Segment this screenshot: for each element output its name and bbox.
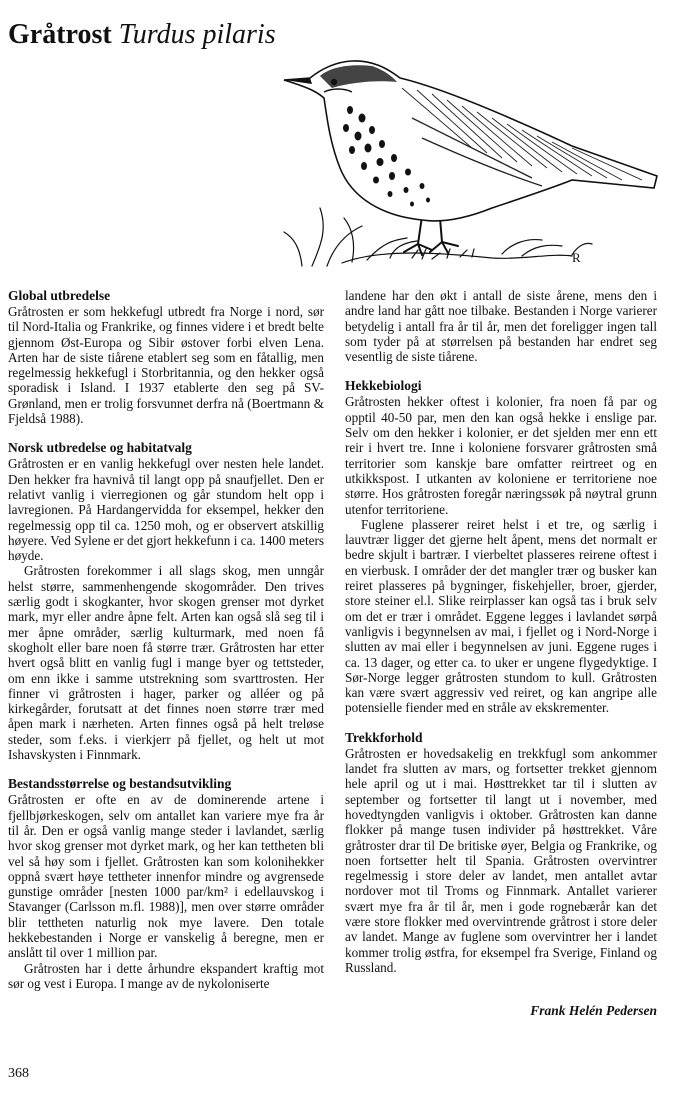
section-breeding-biology [345,378,657,715]
author-byline: Frank Helén Pedersen [530,1003,657,1018]
fieldfare-illustration [272,48,664,270]
paragraph: Gråtrosten hekker oftest i kolonier, fra noen få par og opptil 40-50 par, men den kan også hekke i enslige par. Selv om den hekker i kolonier, er det sjelden mer enn ett reir i hvert tre. Inne i koloniene forsvarer gråtrosten små territorier som kanskje bare omfatter reirtreet og en utkikkspost. I utkanten av koloniene er territoriene noe større. Hos gråtrosten foregår næringssøk på nøytral grunn utenfor territoriene. [345,394,657,517]
section-norwegian-distribution [8,440,324,762]
section-population-continued [345,288,657,364]
paragraph: Gråtrosten er hovedsakelig en trekkfugl som ankommer landet fra slutten av mars, og fortsetter trekket gjennom hele april og ut i mai. Høsttrekket tar til i slutten av september og fortsetter til langt ut i november, med hovedtyngden vanligvis i oktober. Gråtrosten kan danne flokker på mange tusen individer på høsttrekket. Våre gråtroster drar til De britiske øyer, Belgia og Frankrike, og noen fortsetter helt til Spania. Gråtrosten overvintrer regelmessig i store deler av landet, men antallet avtar nordover mot til Troms og Finnmark. Antallet varierer svært mye fra år til år, men i gode rognebærår kan det være store flokker med overvintrende gråtrost i store deler av landet. Mange av fuglene som overvintrer her i landet kommer trolig østfra, for eksempel fra Sverige, Finland og Russland. [345,745,657,975]
paragraph: Gråtrosten forekommer i all slags skog, men unngår helst større, sammenhengende skogområder. Den trives særlig godt i skogkanter, hvor skogen grenser mot dyrket mark, myr eller andre åpne felt. Arten kan også slå seg til i mer åpne områder, særlig kulturmark, med noen få skogholt eller bare noen få større trær. Gråtrosten har etter hvert også blitt en vanlig fugl i mange byer og tettsteder, om enn ikke i samme utstrekning som svarttrosten. Her finner vi gråtrosten i hager, parker og alléer og på kirkegårder, forutsatt at det finnes noen større trær med åpen mark i nærheten. Arten finnes også på helt treløse steder, som f.eks. i vierkjerr på fjellet, og helt ut mot Ishavskysten i Finnmark. [8,563,324,763]
paragraph: Gråtrosten er en vanlig hekkefugl over nesten hele landet. Den hekker fra havnivå til langt opp på snaufjellet. Den er relativt vanlig i vierregionen og går stundom helt opp i lavregionen. På Hardangervidda for eksempel, hekker den regelmessig opp til ca. 1250 moh, og er observert atskillig høyere. Ved Sylene er det gjort hekkefunn i ca. 1400 meters høyde. [8,456,324,564]
species-latin-name: Turdus pilaris [118,19,276,50]
section-heading: Trekkforhold [345,729,423,745]
paragraph: Fuglene plasserer reiret helst i et tre, og særlig i lauvtrær ligger det gjerne helt åpent, mens det normalt er bedre skjult i bartrær. I vierbeltet plasseres reirene oftest i en vierbusk. I områder der det mangler trær og busker kan reiret plasseres på bygninger, fiskehjeller, broer, gjerder, store steiner el.l. Slike reirplasser kan også tas i bruk selv om det er trær i området. Eggene legges i lavlandet sørpå vanligvis i begynnelsen av mai, i fjellet og i Nord-Norge i slutten av mai eller i begynnelsen av juni. Eggene ruges i ca. 13 dager, og etter ca. to uker er ungene flygedyktige. I Sør-Norge legger gråtrosten stundom to kull. Gråtrosten kan være svært aggressiv ved reiret, og kan angripe alle potensielle fiender med en stråle av ekskrementer. [345,516,657,716]
section-heading: Hekkebiologi [345,378,422,394]
paragraph: Gråtrosten har i dette århundre ekspandert kraftig mot sør og vest i Europa. I mange av de nykoloniserte [8,960,324,991]
section-heading: Bestandsstørrelse og bestandsutvikling [8,776,232,792]
right-column [345,288,657,989]
section-heading: Norsk utbredelse og habitatvalg [8,440,192,456]
section-heading: Global utbredelse [8,288,111,303]
species-common-name: Gråtrost [8,19,112,50]
paragraph: Gråtrosten er som hekkefugl utbredt fra Norge i nord, sør til Nord-Italia og Frankrike, og finnes videre i et bredt belte gjennom Øst-Europa og Sibir østover forbi elven Lena. Arten har de siste tiårene etablert seg som en fåtallig, men regelmessig hekkefugl i Storbritannia, og den hekker også sporadisk i Island. I 1937 etablerte den seg på SV-Grønland, men er trolig forsvunnet derfra nå (Boertmann & Fjeldså 1988). [8,304,324,427]
section-population [8,776,324,991]
left-column [8,288,324,1005]
page-title [8,18,276,52]
illustration-signature: R [572,250,581,265]
section-migration [345,730,657,975]
page-number: 368 [8,1066,29,1081]
section-global-distribution [8,288,324,426]
paragraph: landene har den økt i antall de siste årene, mens den i andre land har gått noe tilbake. Bestanden i Norge varierer betydelig i antall fra år til år, men det foreligger ingen tall som tyder på at størrelsen på bestanden har endret seg vesentlig de siste tiårene. [345,288,657,365]
paragraph: Gråtrosten er ofte en av de dominerende artene i fjellbjørkeskogen, selv om antallet kan variere mye fra år til år. Den er også vanlig mange steder i lavlandet, særlig hvor skog grenser mot dyrket mark, og her kan tettheten bli vel så høy som i fjellet. Gråtrosten kan som kolonihekker oppnå svært høye tettheter innenfor mindre og avgrensede gunstige områder [nesten 1000 par/km² i edellauvskog i Stavanger (Carlsson m.fl. 1988)], men over større områder blir tettheten naturlig nok mye lavere. Den totale hekkebestanden i Norge er vanskelig å beregne, men er anslått til over 1 million par. [8,792,324,961]
